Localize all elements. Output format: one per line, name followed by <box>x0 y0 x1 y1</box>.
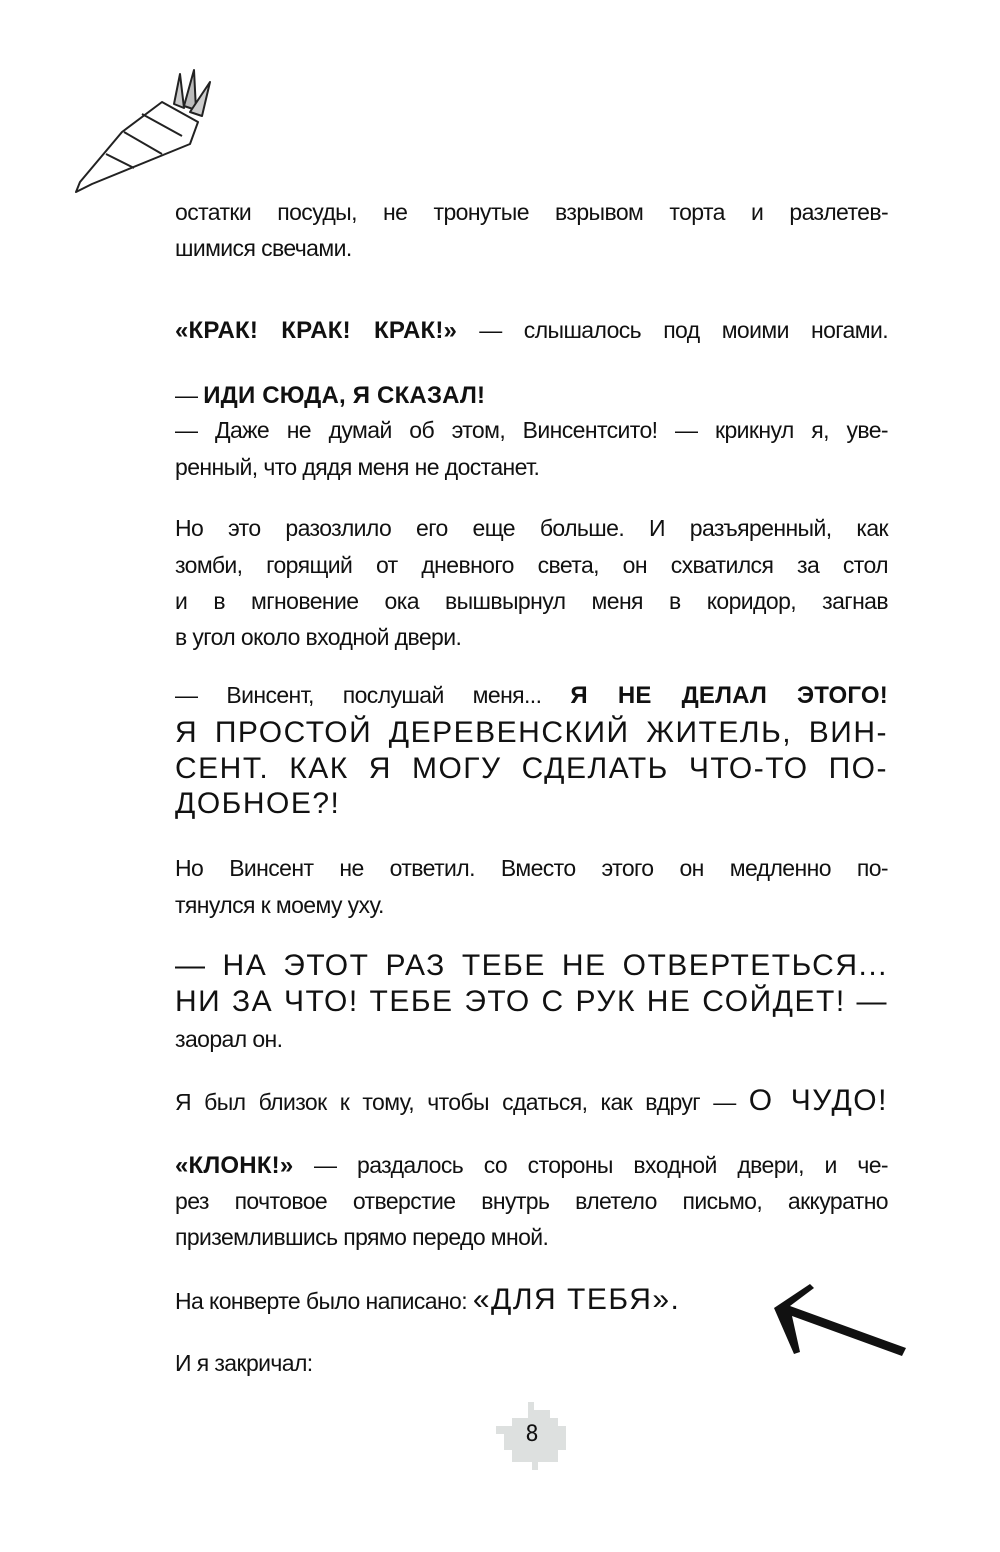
text-segment: рез почтовое отверстие внутрь влетело письмо, аккуратно <box>175 1188 888 1214</box>
text-segment: остатки посуды, не тронутые взрывом торта и разлетев- <box>175 199 888 225</box>
text-segment: — раздалось со стороны входной двери, и че- <box>293 1152 888 1178</box>
text-line <box>175 850 888 886</box>
page-number: 8 <box>525 1422 539 1447</box>
text-segment: О ЧУДО! <box>748 1084 888 1117</box>
text-segment: в угол около входной двери. <box>175 624 462 650</box>
text-segment: На конверте было написано: <box>175 1288 473 1314</box>
text-segment: заорал он. <box>175 1026 283 1052</box>
text-line <box>175 1147 888 1183</box>
text-line <box>175 547 888 583</box>
text-line <box>175 230 888 266</box>
text-line <box>175 583 888 619</box>
text-line <box>175 948 888 984</box>
text-segment: Но Винсент не ответил. Вместо этого он медленно по- <box>175 855 888 881</box>
text-line <box>175 984 888 1020</box>
text-segment: Я НЕ ДЕЛАЛ ЭТОГО! <box>570 682 888 709</box>
text-segment: — слышалось под моими ногами. <box>457 317 888 343</box>
text-segment: и в мгновение ока вышвырнул меня в коридор, загнав <box>175 588 888 614</box>
text-segment: — Винсент, послушай меня... <box>175 682 571 708</box>
text-line <box>175 194 888 230</box>
text-segment: И я закричал: <box>175 1350 313 1376</box>
text-segment: шимися свечами. <box>175 235 352 261</box>
text-segment: — Даже не думай об этом, Винсентсито! — крикнул я, уве- <box>175 417 888 443</box>
text-line <box>175 715 888 751</box>
text-line <box>175 510 888 546</box>
text-segment: ренный, что дядя меня не достанет. <box>175 454 540 480</box>
text-line <box>175 619 888 655</box>
text-segment: «ДЛЯ ТЕБЯ». <box>472 1283 681 1316</box>
text-segment: зомби, горящий от дневного света, он схватился за стол <box>175 552 888 578</box>
text-segment: — <box>175 382 204 408</box>
text-segment: ИДИ СЮДА, Я СКАЗАЛ! <box>203 382 486 409</box>
text-line <box>175 887 888 923</box>
carrot-icon <box>62 62 222 202</box>
text-segment: Я ПРОСТОЙ ДЕРЕВЕНСКИЙ ЖИТЕЛЬ, ВИН- <box>175 716 888 749</box>
text-line <box>175 786 888 822</box>
text-segment: — НА ЭТОТ РАЗ ТЕБЕ НЕ ОТВЕРТЕТЬСЯ... <box>175 949 888 982</box>
text-line <box>175 751 888 787</box>
text-line <box>175 377 888 413</box>
text-segment: Но это разозлило его еще больше. И разъяренный, как <box>175 515 888 541</box>
text-line <box>175 449 888 485</box>
text-segment: тянулся к моему уху. <box>175 892 384 918</box>
text-segment: НИ ЗА ЧТО! ТЕБЕ ЭТО С РУК НЕ СОЙДЕТ! — <box>175 985 888 1018</box>
text-line <box>175 312 888 348</box>
arrow-left-icon <box>770 1278 910 1368</box>
text-line <box>175 1219 888 1255</box>
page-number-badge <box>486 1402 578 1470</box>
text-line <box>175 1021 888 1057</box>
text-segment: «КРАК! КРАК! КРАК!» <box>175 317 458 344</box>
text-line <box>175 1083 888 1119</box>
text-line <box>175 1183 888 1219</box>
text-segment: приземлившись прямо передо мной. <box>175 1224 549 1250</box>
text-line <box>175 677 888 713</box>
text-segment: Я был близок к тому, чтобы сдаться, как вдруг — <box>175 1089 749 1115</box>
text-segment: СЕНТ. КАК Я МОГУ СДЕЛАТЬ ЧТО-ТО ПО- <box>175 752 888 785</box>
text-line <box>175 412 888 448</box>
text-segment: ДОБНОЕ?! <box>175 787 341 820</box>
text-segment: «КЛОНК!» <box>175 1152 294 1179</box>
